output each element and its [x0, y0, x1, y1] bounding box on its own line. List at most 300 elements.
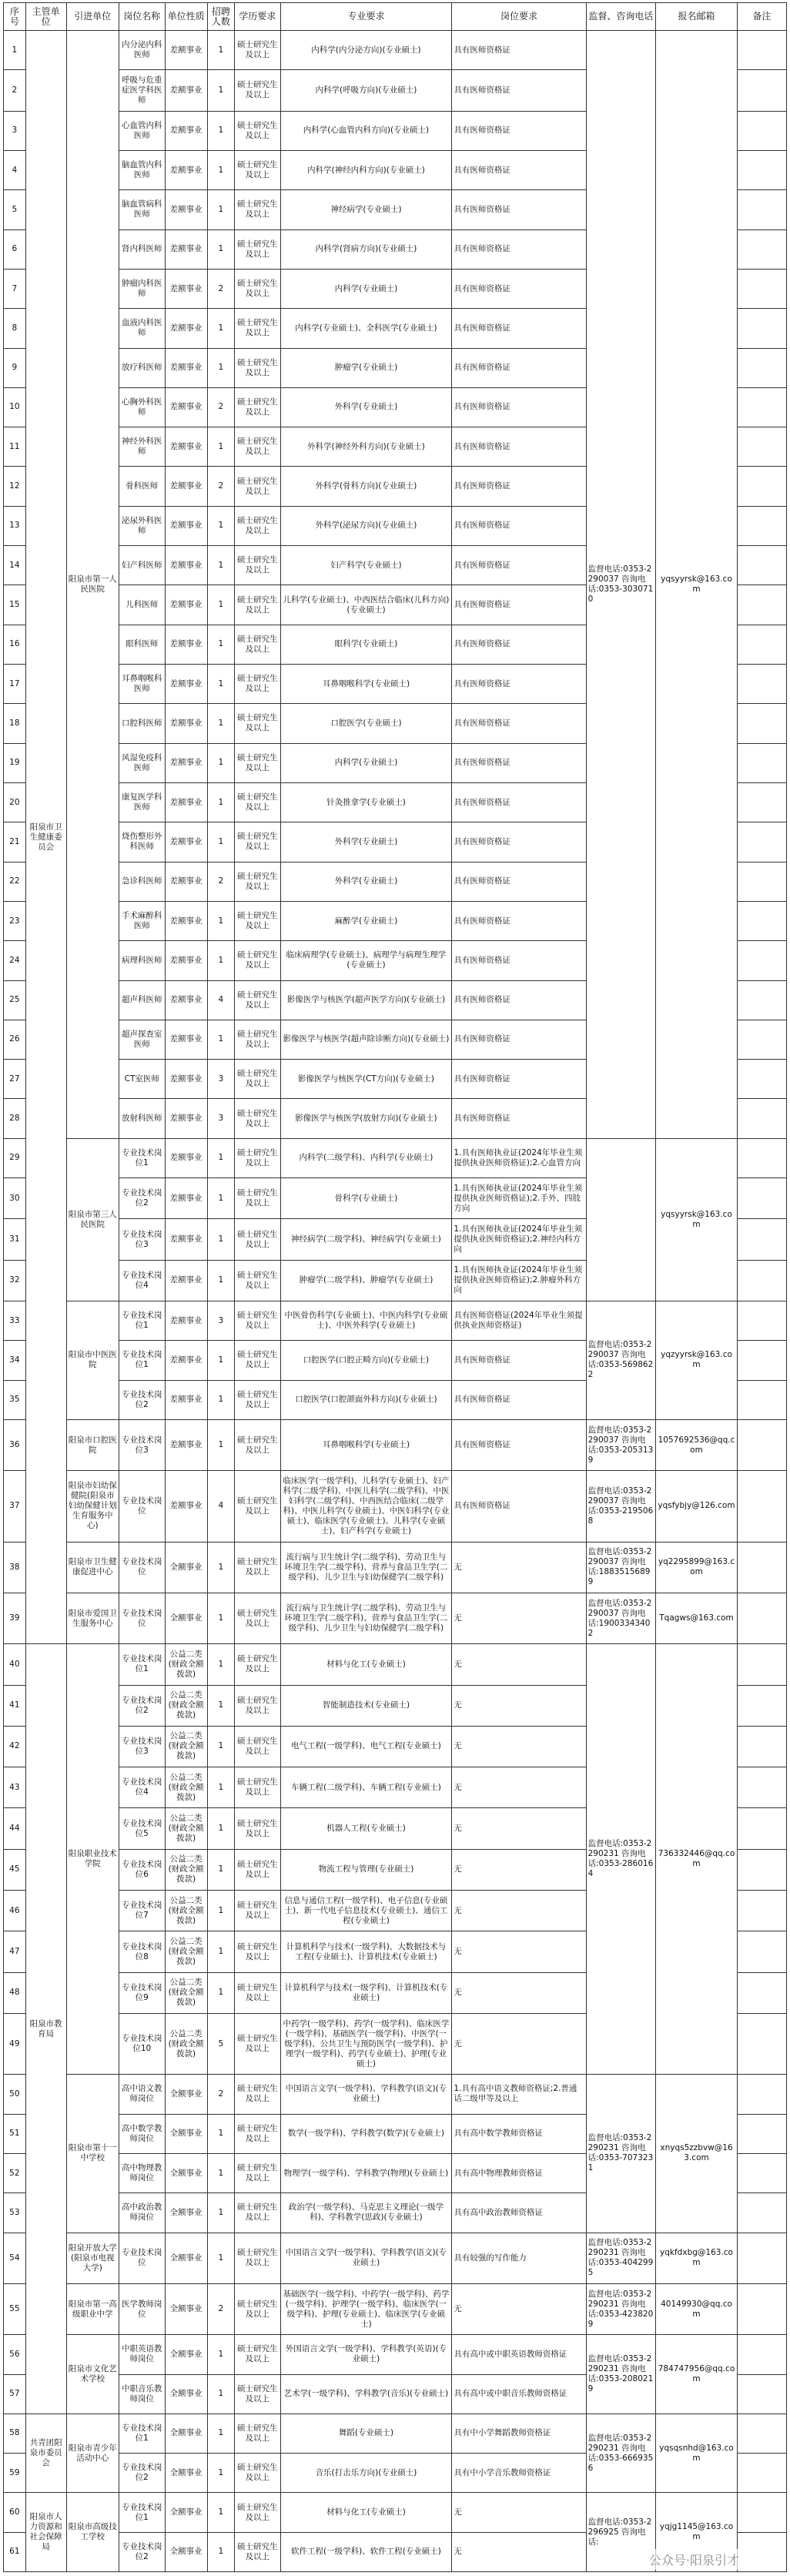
remark — [737, 2233, 786, 2283]
header-email: 报名邮箱 — [656, 3, 738, 31]
education-req: 硕士研究生及以上 — [234, 1419, 280, 1470]
remark — [737, 862, 786, 901]
unit-nature: 差额事业 — [165, 704, 207, 743]
unit-nature: 差额事业 — [165, 190, 207, 229]
unit-nature: 全额事业 — [165, 2233, 207, 2283]
education-req: 硕士研究生及以上 — [234, 2193, 280, 2233]
post-req: 具有较强的写作能力 — [452, 2233, 586, 2283]
row-no: 9 — [4, 348, 26, 387]
post-name: 专业技术岗位7 — [119, 1891, 165, 1931]
major-req: 信息与通信工程(一级学科)、电子信息(专业硕士)、新一代电子信息技术(专业硕士)、通信工程(专业硕士) — [280, 1891, 452, 1931]
hire-count: 1 — [207, 901, 234, 940]
row-no: 42 — [4, 1726, 26, 1767]
post-req: 具有医师资格证 — [452, 150, 586, 189]
remark — [737, 782, 786, 822]
major-req: 口腔医学(口腔正畸方向)(专业硕士) — [280, 1341, 452, 1380]
education-req: 硕士研究生及以上 — [234, 822, 280, 862]
education-req: 硕士研究生及以上 — [234, 229, 280, 269]
hire-count: 1 — [207, 1542, 234, 1593]
unit-name: 阳泉市第十一中学校 — [66, 2075, 119, 2233]
post-req: 具有医师资格证 — [452, 348, 586, 387]
remark — [737, 1593, 786, 1643]
education-req: 硕士研究生及以上 — [234, 1301, 280, 1341]
education-req: 硕士研究生及以上 — [234, 1542, 280, 1593]
education-req: 硕士研究生及以上 — [234, 348, 280, 387]
header-row — [4, 3, 787, 31]
hire-count: 2 — [207, 862, 234, 901]
remark — [737, 585, 786, 625]
post-name: 骨科医师 — [119, 467, 165, 506]
row-no: 2 — [4, 70, 26, 111]
major-req: 舞蹈(专业硕士) — [280, 2414, 452, 2453]
major-req: 影像医学与核医学(超声除诊断方向)(专业硕士) — [280, 1020, 452, 1059]
post-req: 具有中小学舞蹈教师资格证 — [452, 2414, 586, 2453]
major-req: 骨科学(专业硕士) — [280, 1178, 452, 1219]
post-name: 专业技术岗位9 — [119, 1972, 165, 2013]
unit-nature: 公益二类(财政全额拨款) — [165, 1891, 207, 1931]
unit-name: 阳泉市中医医院 — [66, 1301, 119, 1420]
major-req: 车辆工程(二级学科)、车辆工程(专业硕士) — [280, 1767, 452, 1808]
education-req: 硕士研究生及以上 — [234, 387, 280, 427]
row-no: 33 — [4, 1301, 26, 1341]
education-req: 硕士研究生及以上 — [234, 427, 280, 467]
row-no: 25 — [4, 980, 26, 1020]
post-name: 专业技术岗位1 — [119, 1138, 165, 1177]
unit-nature: 差额事业 — [165, 309, 207, 348]
post-req: 具有医师资格证 — [452, 1099, 586, 1138]
remark — [737, 1060, 786, 1099]
post-name: 专业技术岗位1 — [119, 1644, 165, 1685]
major-req: 外科学(神经外科方向)(专业硕士) — [280, 427, 452, 467]
group-name: 共青团阳泉市委员会 — [25, 2414, 66, 2493]
unit-nature: 公益二类(财政全额拨款) — [165, 1685, 207, 1726]
post-name: 专业技术岗位8 — [119, 1931, 165, 1972]
post-req: 1.具有医师执业证(2024年毕业生须提供执业医师资格证);2.神经内科方向 — [452, 1219, 586, 1260]
post-req: 具有医师资格证 — [452, 427, 586, 467]
post-name: 专业技术岗位 — [119, 1593, 165, 1643]
hire-count: 1 — [207, 1260, 234, 1301]
education-req: 硕士研究生及以上 — [234, 1341, 280, 1380]
remark — [737, 1471, 786, 1542]
remark — [737, 2153, 786, 2192]
post-name: 妇产科医师 — [119, 546, 165, 585]
unit-nature: 差额事业 — [165, 546, 207, 585]
row-no: 47 — [4, 1931, 26, 1972]
remark — [737, 229, 786, 269]
major-req: 儿科学(专业硕士)、中西医结合临床(儿科方向)(专业硕士) — [280, 585, 452, 625]
row-no: 28 — [4, 1099, 26, 1138]
row-no: 30 — [4, 1178, 26, 1219]
row-no: 34 — [4, 1341, 26, 1380]
hire-count: 3 — [207, 1099, 234, 1138]
major-req: 口腔医学(口腔颌面外科方向)(专业硕士) — [280, 1380, 452, 1419]
post-name: 脑血管病科医师 — [119, 190, 165, 229]
row-no: 4 — [4, 150, 26, 189]
post-name: CT室医师 — [119, 1060, 165, 1099]
post-req: 具有医师资格证 — [452, 190, 586, 229]
post-name: 专业技术岗位1 — [119, 1341, 165, 1380]
major-req: 中国语言文学(一级学科)、学科教学(语文)(专业硕士) — [280, 2233, 452, 2283]
major-req: 流行病与卫生统计学(二级学科)、劳动卫生与环境卫生学(二级学科)、营养与食品卫生学(二级学科)、儿少卫生与妇幼保健学(二级学科) — [280, 1593, 452, 1643]
education-req: 硕士研究生及以上 — [234, 1849, 280, 1890]
signup-email: yqsfybjy@126.com — [656, 1471, 738, 1542]
row-no: 19 — [4, 743, 26, 782]
education-req: 硕士研究生及以上 — [234, 467, 280, 506]
row-no: 41 — [4, 1685, 26, 1726]
major-req: 数学(一级学科)、学科教学(数学)(专业硕士) — [280, 2114, 452, 2153]
unit-nature: 差额事业 — [165, 743, 207, 782]
recruitment-table-wrap — [3, 2, 787, 2572]
hire-count: 1 — [207, 2493, 234, 2532]
education-req: 硕士研究生及以上 — [234, 862, 280, 901]
major-req: 音乐(打击乐方向)(专业硕士) — [280, 2454, 452, 2493]
post-req: 具有医师资格证 — [452, 1419, 586, 1470]
education-req: 硕士研究生及以上 — [234, 1138, 280, 1177]
post-req: 具有医师资格证 — [452, 31, 586, 70]
unit-nature: 差额事业 — [165, 665, 207, 704]
post-name: 专业技术岗位3 — [119, 1219, 165, 1260]
row-no: 40 — [4, 1644, 26, 1685]
post-name: 耳鼻咽喉科医师 — [119, 665, 165, 704]
hire-count: 1 — [207, 348, 234, 387]
post-name: 中职英语教师岗位 — [119, 2335, 165, 2374]
unit-name: 阳泉市高级技工学校 — [66, 2493, 119, 2572]
remark — [737, 31, 786, 70]
post-req: 具有医师资格证 — [452, 782, 586, 822]
hire-count: 1 — [207, 2414, 234, 2453]
hire-count: 1 — [207, 822, 234, 862]
contact-phone: 监督电话:0353-2290037 咨询电话:19003343402 — [586, 1593, 655, 1643]
row-no: 49 — [4, 2014, 26, 2075]
post-req: 具有医师资格证 — [452, 111, 586, 150]
hire-count: 1 — [207, 1849, 234, 1890]
post-name: 高中物理教师岗位 — [119, 2153, 165, 2192]
major-req: 耳鼻咽喉科学(专业硕士) — [280, 665, 452, 704]
row-no: 39 — [4, 1593, 26, 1643]
unit-nature: 差额事业 — [165, 1178, 207, 1219]
post-req: 无 — [452, 1542, 586, 1593]
table-row — [4, 1471, 787, 1542]
signup-email: 784747956@qq.com — [656, 2335, 738, 2414]
post-name: 风湿免疫科医师 — [119, 743, 165, 782]
major-req: 外科学(专业硕士) — [280, 822, 452, 862]
major-req: 外科学(骨科方向)(专业硕士) — [280, 467, 452, 506]
post-name: 神经外科医师 — [119, 427, 165, 467]
post-name: 烧伤整形外科医师 — [119, 822, 165, 862]
post-req: 具有医师资格证 — [452, 822, 586, 862]
remark — [737, 348, 786, 387]
post-req: 1.具有医师执业证(2024年毕业生须提供执业医师资格证);2.手外、四肢方向 — [452, 1178, 586, 1219]
post-req: 具有医师资格证 — [452, 387, 586, 427]
row-no: 31 — [4, 1219, 26, 1260]
education-req: 硕士研究生及以上 — [234, 2283, 280, 2334]
unit-name: 阳泉市第三人民医院 — [66, 1138, 119, 1301]
education-req: 硕士研究生及以上 — [234, 782, 280, 822]
unit-nature: 差额事业 — [165, 980, 207, 1020]
remark — [737, 546, 786, 585]
unit-nature: 差额事业 — [165, 269, 207, 308]
post-name: 专业技术岗位1 — [119, 1301, 165, 1341]
remark — [737, 941, 786, 980]
unit-nature: 差额事业 — [165, 427, 207, 467]
education-req: 硕士研究生及以上 — [234, 2374, 280, 2414]
row-no: 21 — [4, 822, 26, 862]
unit-name: 阳泉职业技术学院 — [66, 1644, 119, 2075]
post-req: 具有高中物理教师资格证 — [452, 2153, 586, 2192]
remark — [737, 2454, 786, 2493]
unit-nature: 差额事业 — [165, 1260, 207, 1301]
remark — [737, 1138, 786, 1177]
hire-count: 1 — [207, 1380, 234, 1419]
signup-email: yqsqsnhd@163.com — [656, 2414, 738, 2493]
unit-nature: 差额事业 — [165, 1138, 207, 1177]
signup-email: xnyqs5zzbvw@163.com — [656, 2075, 738, 2233]
major-req: 外科学(专业硕士) — [280, 862, 452, 901]
education-req: 硕士研究生及以上 — [234, 2414, 280, 2453]
post-name: 中职音乐教师岗位 — [119, 2374, 165, 2414]
major-req: 内科学(肾病方向)(专业硕士) — [280, 229, 452, 269]
hire-count: 1 — [207, 2114, 234, 2153]
unit-nature: 全额事业 — [165, 2153, 207, 2192]
contact-phone: 监督电话:0353-2290231 咨询电话:0353-2080219 — [586, 2335, 655, 2414]
remark — [737, 111, 786, 150]
unit-name: 阳泉市卫生健康促进中心 — [66, 1542, 119, 1593]
post-req: 具有高中或中职音乐教师资格证 — [452, 2374, 586, 2414]
header-post: 岗位名称 — [119, 3, 165, 31]
table-row — [4, 1138, 787, 1177]
post-name: 专业技术岗位 — [119, 1542, 165, 1593]
remark — [737, 1099, 786, 1138]
unit-nature: 差额事业 — [165, 1419, 207, 1470]
post-name: 专业技术岗位 — [119, 1471, 165, 1542]
hire-count: 1 — [207, 1219, 234, 1260]
education-req: 硕士研究生及以上 — [234, 1099, 280, 1138]
post-req: 无 — [452, 1685, 586, 1726]
post-name: 专业技术岗位3 — [119, 1726, 165, 1767]
signup-email: 40149930@qq.com — [656, 2283, 738, 2334]
post-name: 血液内科医师 — [119, 309, 165, 348]
major-req: 麻醉学(专业硕士) — [280, 901, 452, 940]
hire-count: 1 — [207, 1767, 234, 1808]
unit-nature: 公益二类(财政全额拨款) — [165, 1767, 207, 1808]
hire-count: 4 — [207, 1471, 234, 1542]
major-req: 流行病与卫生统计学(二级学科)、劳动卫生与环境卫生学(二级学科)、营养与食品卫生学(二级学科)、儿少卫生与妇幼保健学(二级学科) — [280, 1542, 452, 1593]
major-req: 计算机科学与技术(一级学科)、大数据技术与工程(专业硕士)、计算机技术(专业硕士) — [280, 1931, 452, 1972]
major-req: 智能制造技术(专业硕士) — [280, 1685, 452, 1726]
recruitment-table — [3, 2, 787, 2572]
education-req: 硕士研究生及以上 — [234, 901, 280, 940]
major-req: 影像医学与核医学(CT方向)(专业硕士) — [280, 1060, 452, 1099]
hire-count: 1 — [207, 111, 234, 150]
row-no: 48 — [4, 1972, 26, 2013]
unit-nature: 差额事业 — [165, 1471, 207, 1542]
education-req: 硕士研究生及以上 — [234, 2454, 280, 2493]
education-req: 硕士研究生及以上 — [234, 1726, 280, 1767]
header-major: 专业要求 — [280, 3, 452, 31]
row-no: 46 — [4, 1891, 26, 1931]
row-no: 32 — [4, 1260, 26, 1301]
major-req: 外科学(专业硕士) — [280, 387, 452, 427]
header-edu: 学历要求 — [234, 3, 280, 31]
post-req: 具有高中或中职英语教师资格证 — [452, 2335, 586, 2374]
row-no: 52 — [4, 2153, 26, 2192]
education-req: 硕士研究生及以上 — [234, 743, 280, 782]
hire-count: 1 — [207, 150, 234, 189]
post-req: 无 — [452, 2532, 586, 2571]
remark — [737, 743, 786, 782]
remark — [737, 1849, 786, 1890]
education-req: 硕士研究生及以上 — [234, 1020, 280, 1059]
post-name: 超声科医师 — [119, 980, 165, 1020]
post-req: 无 — [452, 1593, 586, 1643]
unit-nature: 公益二类(财政全额拨款) — [165, 2014, 207, 2075]
major-req: 神经病学(二级学科)、神经病学(专业硕士) — [280, 1219, 452, 1260]
post-name: 急诊科医师 — [119, 862, 165, 901]
post-req: 具有医师资格证 — [452, 269, 586, 308]
remark — [737, 70, 786, 111]
contact-phone: 监督电话:0353-2290231 咨询电话:0353-2860164 — [586, 1644, 655, 2075]
post-req: 无 — [452, 1891, 586, 1931]
signup-email: yqsyyrsk@163.com — [656, 1138, 738, 1301]
row-no: 20 — [4, 782, 26, 822]
education-req: 硕士研究生及以上 — [234, 2532, 280, 2571]
unit-nature: 差额事业 — [165, 348, 207, 387]
row-no: 15 — [4, 585, 26, 625]
header-no: 序号 — [4, 3, 26, 31]
post-req: 1.具有医师执业证(2024年毕业生须提供执业医师资格证);2.肿瘤外科方向 — [452, 1260, 586, 1301]
hire-count: 4 — [207, 980, 234, 1020]
unit-nature: 差额事业 — [165, 782, 207, 822]
signup-email: yqjg1145@163.com — [656, 2493, 738, 2572]
post-req: 无 — [452, 1726, 586, 1767]
education-req: 硕士研究生及以上 — [234, 1219, 280, 1260]
row-no: 53 — [4, 2193, 26, 2233]
unit-name: 阳泉市爱国卫生服务中心 — [66, 1593, 119, 1643]
unit-nature: 全额事业 — [165, 2283, 207, 2334]
major-req: 政治学(一级学科)、马克思主义理论(一级学科)、学科教学(思政)(专业硕士) — [280, 2193, 452, 2233]
major-req: 中国语言文学(一级学科)、学科教学(语文)(专业硕士) — [280, 2075, 452, 2114]
major-req: 耳鼻咽喉科学(专业硕士) — [280, 1419, 452, 1470]
unit-nature: 差额事业 — [165, 506, 207, 545]
major-req: 内科学(专业硕士)、全科医学(专业硕士) — [280, 309, 452, 348]
remark — [737, 2493, 786, 2532]
education-req: 硕士研究生及以上 — [234, 190, 280, 229]
major-req: 艺术学(一级学科)、学科教学(音乐)(专业硕士) — [280, 2374, 452, 2414]
hire-count: 1 — [207, 546, 234, 585]
contact-phone: 监督电话:0353-2290037 咨询电话:0353-3030710 — [586, 31, 655, 1139]
post-name: 专业技术岗位3 — [119, 1419, 165, 1470]
row-no: 1 — [4, 31, 26, 70]
remark — [737, 1219, 786, 1260]
major-req: 内科学(神经内科方向)(专业硕士) — [280, 150, 452, 189]
hire-count: 1 — [207, 1644, 234, 1685]
remark — [737, 1301, 786, 1341]
post-name: 专业技术岗位1 — [119, 2493, 165, 2532]
hire-count: 3 — [207, 1301, 234, 1341]
unit-name: 阳泉市口腔医院 — [66, 1419, 119, 1470]
row-no: 43 — [4, 1767, 26, 1808]
table-row — [4, 1644, 787, 1685]
post-name: 肿瘤内科医师 — [119, 269, 165, 308]
row-no: 35 — [4, 1380, 26, 1419]
table-row — [4, 1419, 787, 1470]
remark — [737, 1260, 786, 1301]
remark — [737, 506, 786, 545]
post-req: 无 — [452, 2283, 586, 2334]
remark — [737, 1644, 786, 1685]
hire-count: 1 — [207, 1419, 234, 1470]
major-req: 物理学(一级学科)、学科教学(物理)(专业硕士) — [280, 2153, 452, 2192]
unit-nature: 全额事业 — [165, 2193, 207, 2233]
unit-nature: 全额事业 — [165, 1593, 207, 1643]
unit-nature: 全额事业 — [165, 2532, 207, 2571]
header-phone: 监督、咨询电话 — [586, 3, 655, 31]
post-name: 手术麻醉科医师 — [119, 901, 165, 940]
major-req: 内科学(呼吸方向)(专业硕士) — [280, 70, 452, 111]
education-req: 硕士研究生及以上 — [234, 625, 280, 664]
major-req: 内科学(心血管内科方向)(专业硕士) — [280, 111, 452, 150]
unit-name: 阳泉市第一高级职业中学 — [66, 2283, 119, 2334]
education-req: 硕士研究生及以上 — [234, 1644, 280, 1685]
hire-count: 1 — [207, 585, 234, 625]
post-name: 专业技术岗位10 — [119, 2014, 165, 2075]
education-req: 硕士研究生及以上 — [234, 309, 280, 348]
education-req: 硕士研究生及以上 — [234, 2114, 280, 2153]
hire-count: 1 — [207, 1593, 234, 1643]
post-req: 具有医师资格证 — [452, 1060, 586, 1099]
row-no: 12 — [4, 467, 26, 506]
header-num: 招聘人数 — [207, 3, 234, 31]
remark — [737, 190, 786, 229]
row-no: 44 — [4, 1808, 26, 1849]
remark — [737, 704, 786, 743]
post-req: 无 — [452, 1767, 586, 1808]
education-req: 硕士研究生及以上 — [234, 506, 280, 545]
post-req: 具有医师资格证 — [452, 309, 586, 348]
unit-nature: 全额事业 — [165, 2374, 207, 2414]
row-no: 58 — [4, 2414, 26, 2453]
post-req: 具有高中数学教师资格证 — [452, 2114, 586, 2153]
remark — [737, 1178, 786, 1219]
row-no: 59 — [4, 2454, 26, 2493]
major-req: 口腔医学(专业硕士) — [280, 704, 452, 743]
education-req: 硕士研究生及以上 — [234, 31, 280, 70]
unit-name: 阳泉开放大学(阳泉市电视大学) — [66, 2233, 119, 2283]
remark — [737, 1020, 786, 1059]
education-req: 硕士研究生及以上 — [234, 2233, 280, 2283]
unit-nature: 差额事业 — [165, 31, 207, 70]
signup-email: yq2295899@163.com — [656, 1542, 738, 1593]
remark — [737, 1891, 786, 1931]
row-no: 56 — [4, 2335, 26, 2374]
unit-nature: 全额事业 — [165, 2335, 207, 2374]
major-req: 外科学(泌尿方向)(专业硕士) — [280, 506, 452, 545]
table-row — [4, 1301, 787, 1341]
unit-nature: 差额事业 — [165, 229, 207, 269]
row-no: 24 — [4, 941, 26, 980]
education-req: 硕士研究生及以上 — [234, 2075, 280, 2114]
post-name: 儿科医师 — [119, 585, 165, 625]
row-no: 3 — [4, 111, 26, 150]
remark — [737, 1341, 786, 1380]
unit-nature: 差额事业 — [165, 1099, 207, 1138]
major-req: 基础医学(一级学科)、中药学(一级学科)、药学(一级学科)、护理学(一级学科)、临床医学(一级学科)、护理(专业硕士)、临床医学(专业硕士) — [280, 2283, 452, 2334]
hire-count: 1 — [207, 506, 234, 545]
hire-count: 1 — [207, 2193, 234, 2233]
hire-count: 2 — [207, 467, 234, 506]
contact-phone: 监督电话:0353-2290037 咨询电话:0353-2053139 — [586, 1419, 655, 1470]
hire-count: 1 — [207, 2335, 234, 2374]
